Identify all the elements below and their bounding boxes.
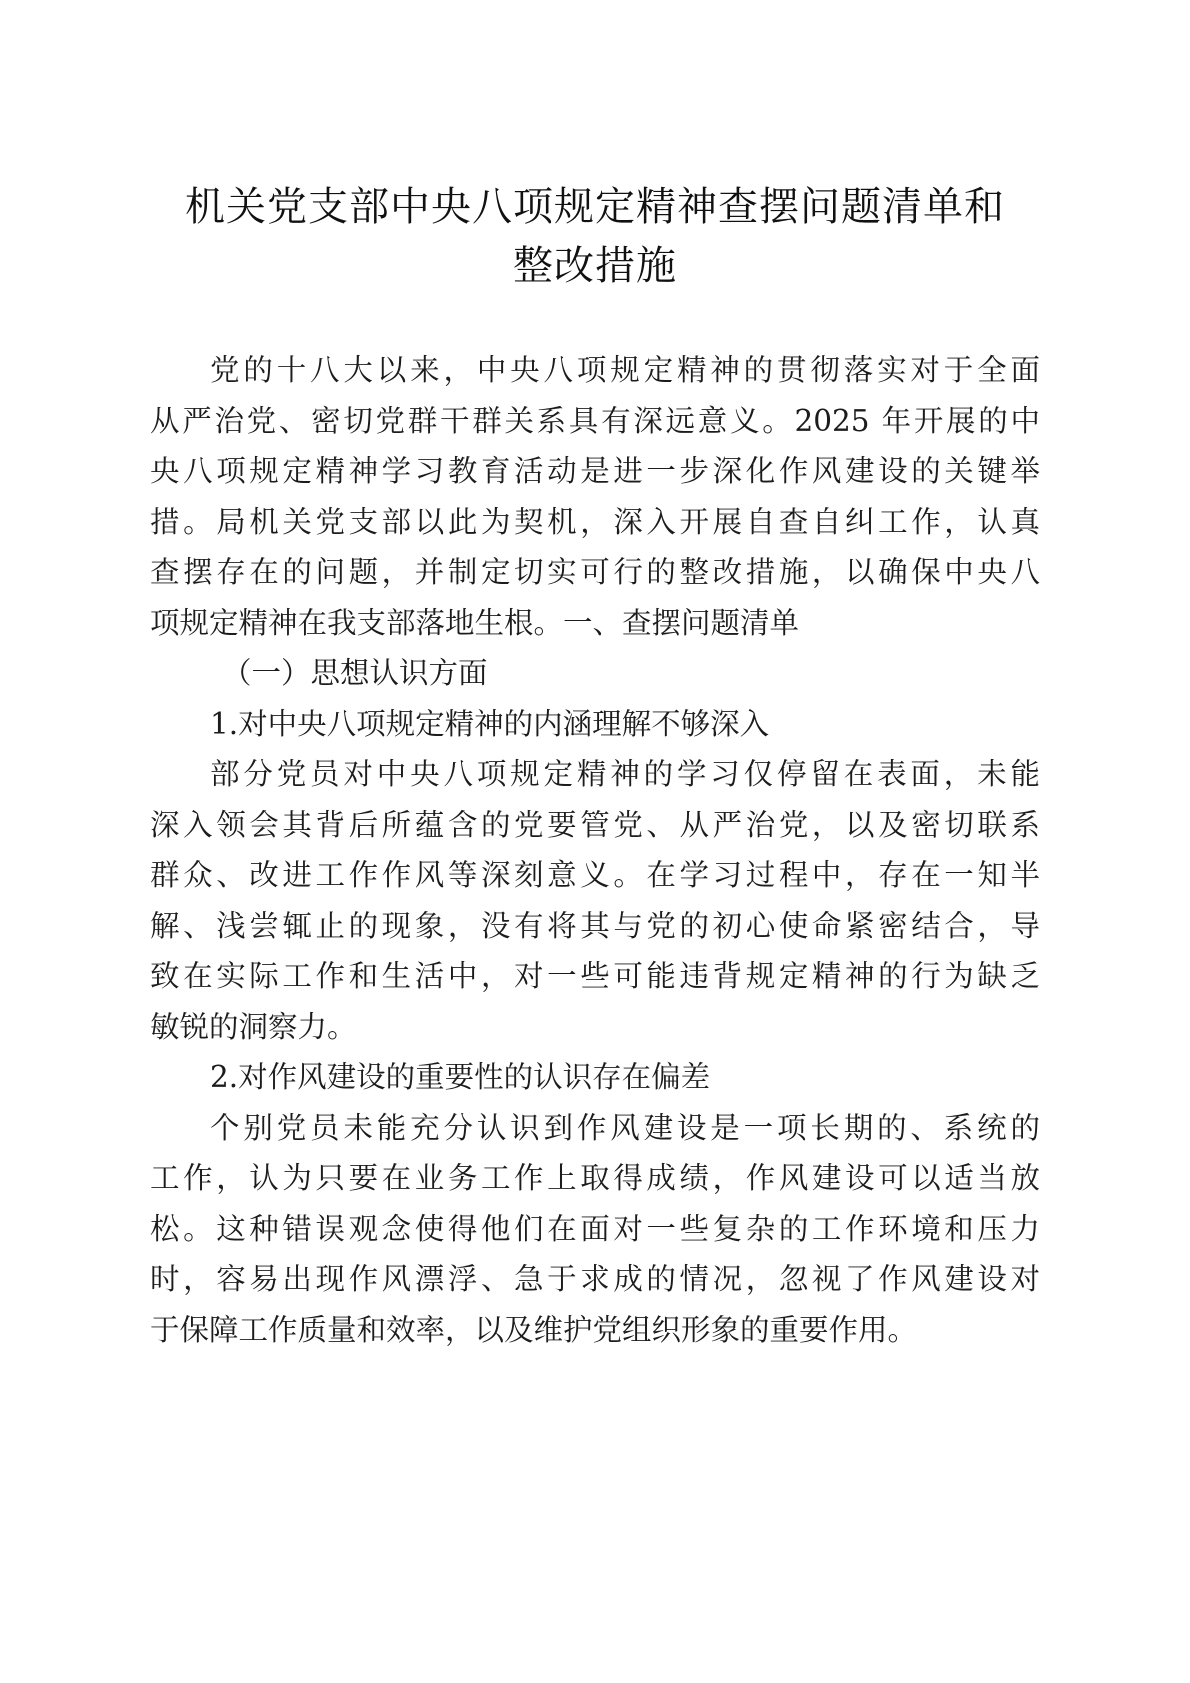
- body-line: 松。这种错误观念使得他们在面对一些复杂的工作环境和压力: [150, 1211, 1040, 1246]
- title-line-2: 整改措施: [513, 243, 677, 289]
- body-line: 敏锐的洞察力。: [150, 1009, 357, 1044]
- body-line: 工作，认为只要在业务工作上取得成绩，作风建设可以适当放: [150, 1161, 1040, 1195]
- body-line: 时，容易出现作风漂浮、急于求成的情况，忽视了作风建设对: [150, 1262, 1040, 1296]
- body-line: 深入领会其背后所蕴含的党要管党、从严治党，以及密切联系: [150, 807, 1040, 842]
- intro-line: 从严治党、密切党群干群关系具有深远意义。2025 年开展的中: [150, 403, 1040, 438]
- intro-line: 央八项规定精神学习教育活动是进一步深化作风建设的关键举: [150, 454, 1040, 488]
- intro-line: 措。局机关党支部以此为契机，深入开展自查自纠工作，认真: [150, 504, 1040, 539]
- body-line: 个别党员未能充分认识到作风建设是一项长期的、系统的: [210, 1110, 1040, 1145]
- body-line: 群众、改进工作作风等深刻意义。在学习过程中，存在一知半: [150, 858, 1040, 892]
- body-line: 部分党员对中央八项规定精神的学习仅停留在表面，未能: [210, 757, 1040, 791]
- intro-line: 项规定精神在我支部落地生根。一、查摆问题清单: [150, 605, 800, 640]
- title-line-1: 机关党支部中央八项规定精神查摆问题清单和: [185, 184, 1005, 230]
- document-body: [150, 345, 1040, 1355]
- intro-line: 党的十八大以来，中央八项规定精神的贯彻落实对于全面: [210, 353, 1040, 387]
- item-heading-2: 2.对作风建设的重要性的认识存在偏差: [210, 1060, 711, 1094]
- body-line: 致在实际工作和生活中，对一些可能违背规定精神的行为缺乏: [150, 959, 1040, 993]
- document-title: [150, 178, 1040, 296]
- body-line: 解、浅尝辄止的现象，没有将其与党的初心使命紧密结合，导: [150, 908, 1040, 943]
- body-line: 于保障工作质量和效率，以及维护党组织形象的重要作用。: [150, 1312, 918, 1347]
- item-heading-1: 1.对中央八项规定精神的内涵理解不够深入: [210, 706, 770, 741]
- section-heading: （一）思想认识方面: [222, 656, 488, 690]
- intro-line: 查摆存在的问题，并制定切实可行的整改措施，以确保中央八: [150, 555, 1040, 589]
